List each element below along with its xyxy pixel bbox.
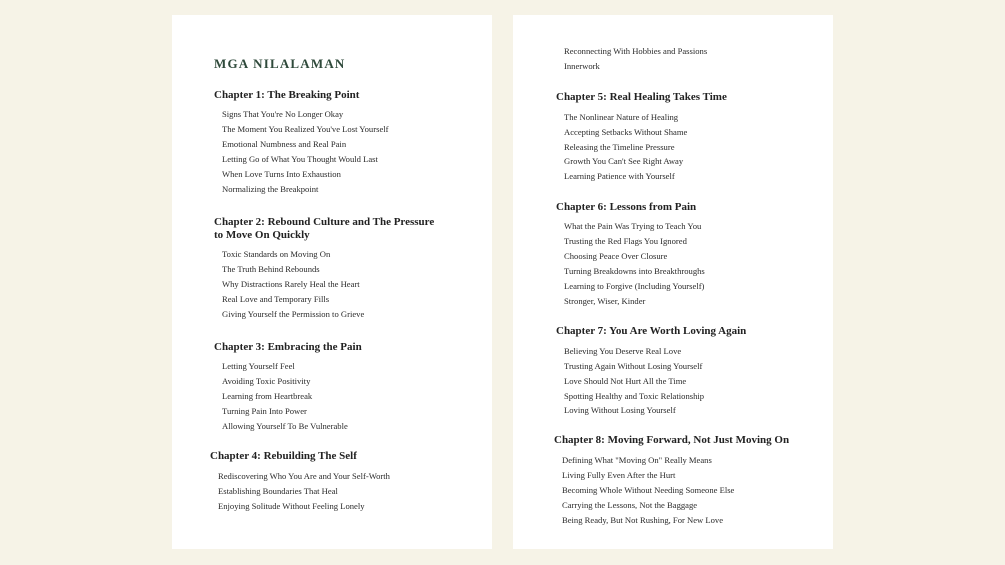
toc-item: Living Fully Even After the Hurt (562, 470, 676, 480)
toc-item: Allowing Yourself To Be Vulnerable (222, 421, 348, 431)
toc-item: Emotional Numbness and Real Pain (222, 139, 347, 149)
toc-item: Being Ready, But Not Rushing, For New Love (562, 515, 724, 525)
toc-item: Accepting Setbacks Without Shame (564, 127, 688, 137)
toc-item: Defining What "Moving On" Really Means (562, 455, 712, 465)
toc-item: Toxic Standards on Moving On (222, 249, 331, 259)
toc-item: The Truth Behind Rebounds (222, 264, 320, 274)
toc-item: The Moment You Realized You've Lost Yourself (222, 124, 389, 134)
toc-item: Trusting the Red Flags You Ignored (564, 236, 687, 246)
toc-item: Enjoying Solitude Without Feeling Lonely (218, 501, 365, 511)
toc-item: Establishing Boundaries That Heal (218, 486, 338, 496)
toc-item: Learning Patience with Yourself (564, 171, 675, 181)
toc-item: Choosing Peace Over Closure (564, 251, 668, 261)
toc-item: When Love Turns Into Exhaustion (222, 169, 341, 179)
toc-item: Releasing the Timeline Pressure (564, 142, 675, 152)
toc-item: The Nonlinear Nature of Healing (564, 112, 679, 122)
toc-item: Growth You Can't See Right Away (564, 156, 684, 166)
toc-item: Learning from Heartbreak (222, 391, 313, 401)
toc-item: Turning Breakdowns into Breakthroughs (564, 266, 705, 276)
toc-item: Spotting Healthy and Toxic Relationship (564, 391, 705, 401)
chapter-heading: Chapter 3: Embracing the Pain (214, 341, 362, 353)
toc-item: Stronger, Wiser, Kinder (564, 296, 646, 306)
chapter-heading: Chapter 4: Rebuilding The Self (210, 450, 357, 462)
toc-item: Becoming Whole Without Needing Someone Else (562, 485, 735, 495)
chapter-heading: Chapter 7: You Are Worth Loving Again (556, 325, 747, 337)
toc-item: What the Pain Was Trying to Teach You (564, 221, 702, 231)
toc-item: Innerwork (564, 61, 600, 71)
toc-item: Carrying the Lessons, Not the Baggage (562, 500, 698, 510)
toc-item: Believing You Deserve Real Love (564, 346, 682, 356)
chapter-heading: Chapter 2: Rebound Culture and The Pressure (214, 216, 435, 228)
toc-item: Avoiding Toxic Positivity (222, 376, 311, 386)
chapter-heading: Chapter 5: Real Healing Takes Time (556, 91, 727, 103)
toc-item: Trusting Again Without Losing Yourself (564, 361, 703, 371)
chapter-heading: Chapter 1: The Breaking Point (214, 89, 360, 101)
toc-item: Learning to Forgive (Including Yourself) (564, 281, 705, 291)
toc-item: Normalizing the Breakpoint (222, 184, 319, 194)
toc-item: Rediscovering Who You Are and Your Self-Worth (218, 471, 390, 481)
toc-item: Turning Pain Into Power (222, 406, 307, 416)
toc-item: Letting Yourself Feel (222, 361, 295, 371)
toc-item: Signs That You're No Longer Okay (222, 109, 344, 119)
chapter-heading-line2: to Move On Quickly (214, 229, 310, 241)
chapter-heading: Chapter 6: Lessons from Pain (556, 201, 697, 213)
toc-item: Reconnecting With Hobbies and Passions (564, 46, 708, 56)
toc-item: Loving Without Losing Yourself (564, 405, 676, 415)
toc-item: Letting Go of What You Thought Would Last (222, 154, 378, 164)
chapter-heading: Chapter 8: Moving Forward, Not Just Moving On (554, 434, 790, 446)
toc-title: MGA NILALAMAN (214, 56, 346, 71)
toc-item: Real Love and Temporary Fills (222, 294, 330, 304)
toc-item: Love Should Not Hurt All the Time (564, 376, 687, 386)
toc-item: Giving Yourself the Permission to Grieve (222, 309, 365, 319)
toc-item: Why Distractions Rarely Heal the Heart (222, 279, 360, 289)
